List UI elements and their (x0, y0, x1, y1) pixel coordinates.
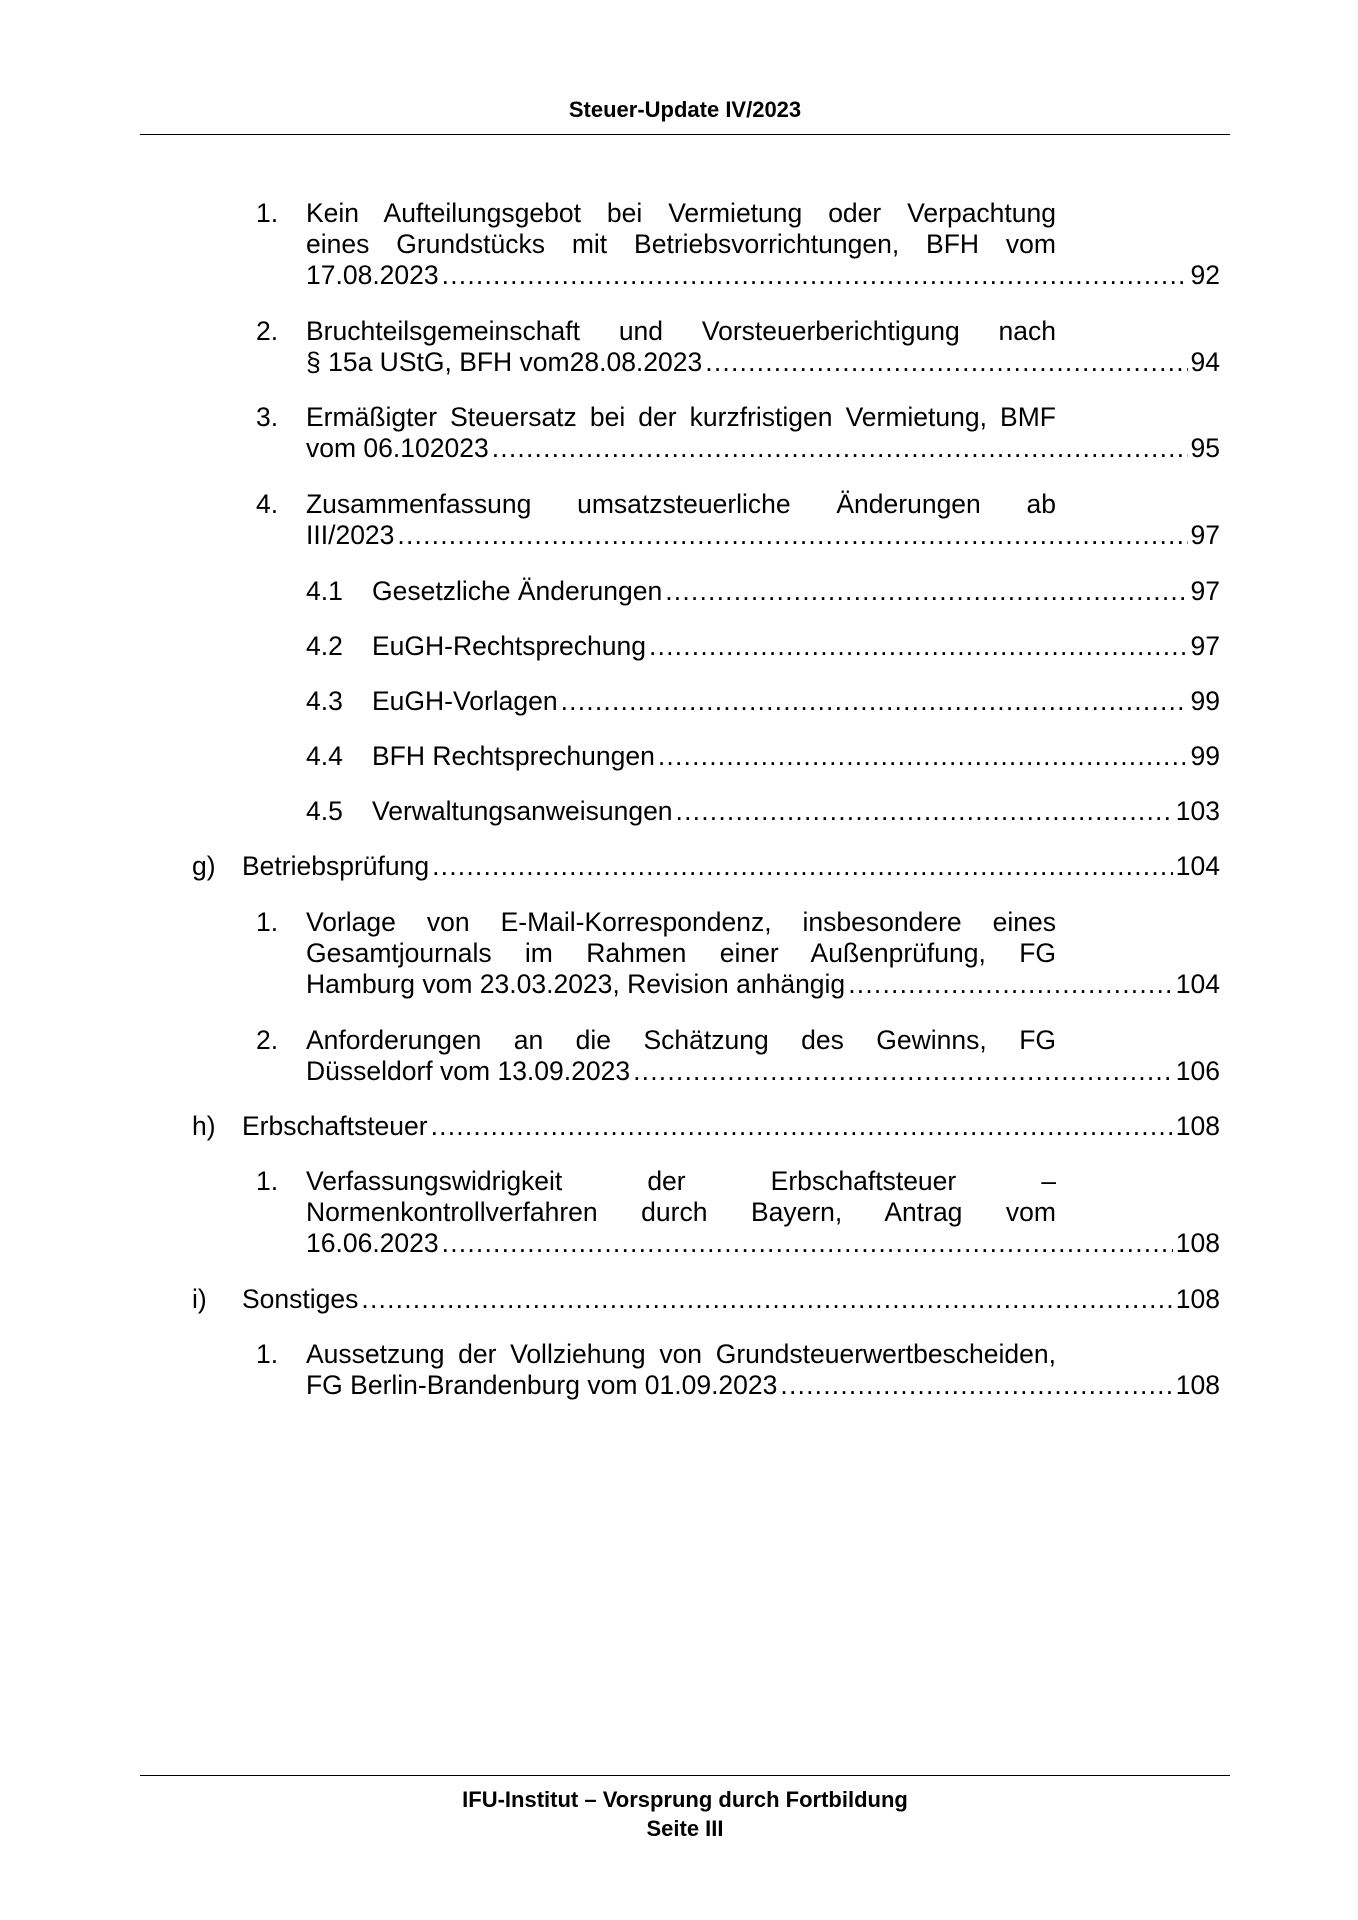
toc-entry-number: 4.5 (306, 796, 343, 826)
toc-entry-title-line: eines Grundstücks mit Betriebsvorrichtungen, BFH vom (306, 229, 1056, 259)
toc-entry-title: Hamburg vom 23.03.2023, Revision anhängig (306, 969, 846, 999)
toc-entry (256, 1339, 1220, 1401)
toc-entry-title: Erbschaftsteuer (242, 1111, 428, 1141)
toc-entry-title: 16.06.2023 (306, 1228, 439, 1258)
toc-entry-number: 1. (256, 198, 279, 228)
toc-entry-number: 4.3 (306, 686, 343, 716)
toc-page-number: 97 (1190, 520, 1220, 550)
toc-entry-title: BFH Rechtsprechungen (372, 741, 655, 771)
toc-entry-number: 3. (256, 402, 279, 432)
toc-entry-title: EuGH-Vorlagen (372, 686, 558, 716)
toc-entry-number: h) (192, 1111, 216, 1141)
dot-leader (442, 260, 1188, 291)
header-title: Steuer-Update IV/2023 (568, 97, 802, 122)
dot-leader (676, 796, 1173, 827)
toc-page-number: 94 (1190, 347, 1220, 377)
toc-entry-title-line: Verfassungswidrigkeit der Erbschaftsteuer – (306, 1166, 1056, 1196)
toc-entry (306, 576, 1220, 607)
toc-page-number: 104 (1175, 969, 1220, 999)
dot-leader (492, 433, 1188, 464)
toc-entry-title-line: Anforderungen an die Schätzung des Gewinns, FG (306, 1025, 1056, 1055)
toc-page-number: 103 (1175, 796, 1220, 826)
toc-entry-title: Verwaltungsanweisungen (372, 796, 673, 826)
toc-entry-title: 17.08.2023 (306, 260, 439, 290)
toc-entry-title: vom 06.102023 (306, 433, 489, 463)
toc-page-number: 108 (1175, 1228, 1220, 1258)
toc-entry-title: Sonstiges (242, 1284, 359, 1314)
toc-entry-title-line: Kein Aufteilungsgebot bei Vermietung oder Verpachtung (306, 198, 1056, 228)
toc-entry-number: 4.4 (306, 741, 343, 771)
toc-entry-number: 2. (256, 1025, 279, 1055)
toc-entry-title: FG Berlin-Brandenburg vom 01.09.2023 (306, 1370, 778, 1400)
toc-entry (192, 1284, 1220, 1315)
toc-entry-title: III/2023 (306, 520, 395, 550)
toc-entry-number: i) (192, 1284, 207, 1314)
toc-page-number: 97 (1190, 576, 1220, 606)
toc-page-number: 104 (1175, 851, 1220, 881)
toc-entry (306, 796, 1220, 827)
dot-leader (705, 347, 1187, 378)
toc-entry (256, 489, 1220, 551)
toc-entry (256, 402, 1220, 464)
toc-entry-title-line: Ermäßigter Steuersatz bei der kurzfristigen Vermietung, BMF (306, 402, 1056, 432)
header-divider (140, 134, 1230, 135)
toc-entry (192, 1111, 1220, 1142)
dot-leader (633, 1056, 1173, 1087)
toc-entry (306, 631, 1220, 662)
toc-entry (256, 1166, 1220, 1259)
dot-leader (361, 1284, 1172, 1315)
toc-entry (306, 686, 1220, 717)
footer-institute: IFU-Institut – Vorsprung durch Fortbildung (462, 1787, 908, 1812)
toc-entry-title-line: Bruchteilsgemeinschaft und Vorsteuerberichtigung nach (306, 316, 1056, 346)
toc-entry-title: EuGH-Rechtsprechung (372, 631, 646, 661)
toc-entry-title: § 15a UStG, BFH vom28.08.2023 (306, 347, 703, 377)
toc-entry-number: 1. (256, 1339, 279, 1369)
toc-entry-number: 4.2 (306, 631, 343, 661)
dot-leader (665, 576, 1187, 607)
toc-entry-title: Gesetzliche Änderungen (372, 576, 663, 606)
footer-divider (140, 1775, 1230, 1776)
footer-page-number: Seite III (646, 1816, 724, 1841)
toc-page-number: 108 (1175, 1370, 1220, 1400)
toc-entry (306, 741, 1220, 772)
toc-entry (256, 316, 1220, 378)
dot-leader (442, 1228, 1173, 1259)
toc-entry (192, 851, 1220, 882)
toc-entry-title: Betriebsprüfung (242, 851, 430, 881)
toc-page-number: 92 (1190, 260, 1220, 290)
toc-page-number: 99 (1190, 686, 1220, 716)
dot-leader (780, 1370, 1172, 1401)
toc-entry-title-line: Zusammenfassung umsatzsteuerliche Änderungen ab (306, 489, 1056, 519)
toc-entry-number: g) (192, 851, 216, 881)
toc-page-number: 108 (1175, 1111, 1220, 1141)
toc-page-number: 108 (1175, 1284, 1220, 1314)
toc-entry (256, 1025, 1220, 1087)
toc-entry-number: 1. (256, 907, 279, 937)
toc-entry (256, 907, 1220, 1000)
toc-entry-number: 4.1 (306, 576, 343, 606)
toc-page-number: 95 (1190, 433, 1220, 463)
toc-page-number: 106 (1175, 1056, 1220, 1086)
toc-entry-number: 2. (256, 316, 279, 346)
dot-leader (432, 851, 1173, 882)
toc-page-number: 99 (1190, 741, 1220, 771)
dot-leader (561, 686, 1188, 717)
toc-entry-number: 4. (256, 489, 279, 519)
toc-entry-number: 1. (256, 1166, 279, 1196)
toc-page-number: 97 (1190, 631, 1220, 661)
dot-leader (658, 741, 1188, 772)
toc-entry (256, 198, 1220, 291)
dot-leader (848, 969, 1173, 1000)
footer-text (140, 1785, 1230, 1843)
toc-entry-title-line: Gesamtjournals im Rahmen einer Außenprüfung, FG (306, 938, 1056, 968)
dot-leader (431, 1111, 1173, 1142)
toc-entry-title-line: Vorlage von E-Mail-Korrespondenz, insbesondere eines (306, 907, 1056, 937)
dot-leader (397, 520, 1187, 551)
toc-entry-title-line: Normenkontrollverfahren durch Bayern, Antrag vom (306, 1197, 1056, 1227)
toc-entry-title: Düsseldorf vom 13.09.2023 (306, 1056, 631, 1086)
toc-entry-title-line: Aussetzung der Vollziehung von Grundsteuerwertbescheiden, (306, 1339, 1056, 1369)
dot-leader (649, 631, 1188, 662)
